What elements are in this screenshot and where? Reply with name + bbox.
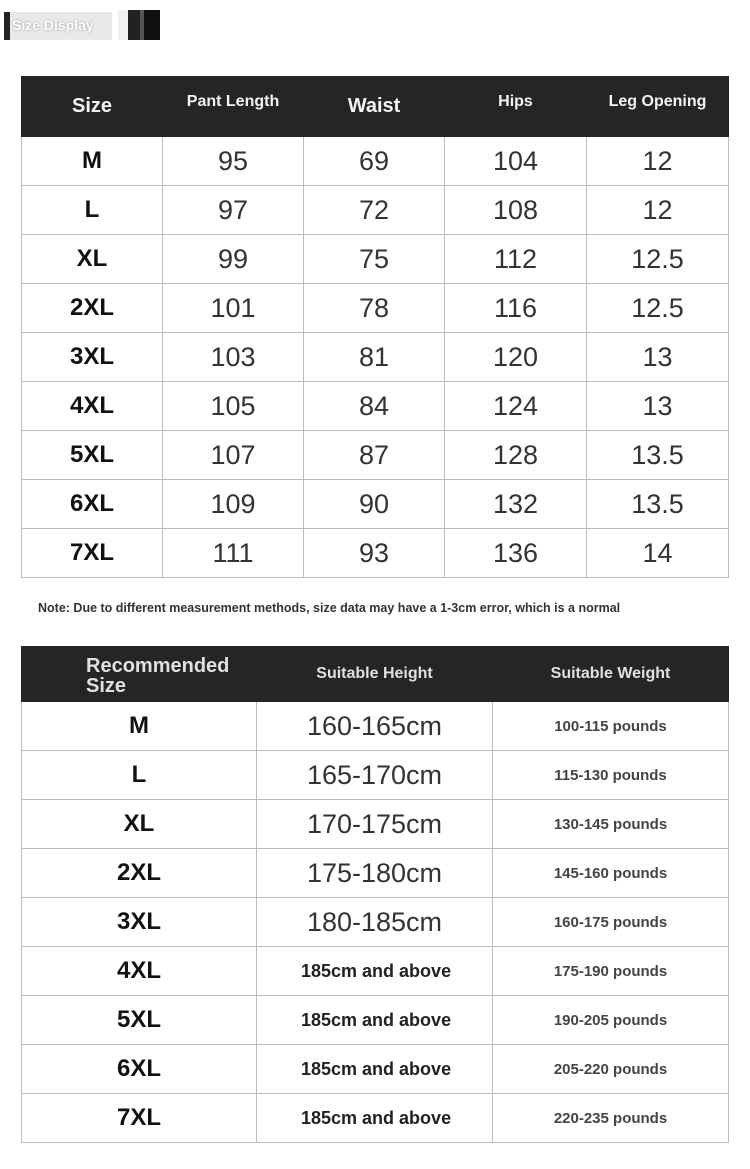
cell-pant-length: 111 <box>163 529 304 578</box>
header-pant-length: Pant Length <box>163 77 304 137</box>
cell-waist: 87 <box>304 431 445 480</box>
table-row <box>22 235 729 284</box>
cell-recommended-size: L <box>22 751 257 800</box>
cell-pant-length: 109 <box>163 480 304 529</box>
cell-leg-opening: 13 <box>587 382 729 431</box>
cell-waist: 75 <box>304 235 445 284</box>
cell-waist: 69 <box>304 137 445 186</box>
table-row <box>22 996 729 1045</box>
cell-leg-opening: 12.5 <box>587 284 729 333</box>
header-suitable-height: Suitable Height <box>257 647 493 702</box>
cell-waist: 90 <box>304 480 445 529</box>
cell-suitable-height: 185cm and above <box>257 1045 493 1094</box>
cell-waist: 78 <box>304 284 445 333</box>
cell-suitable-height: 165-170cm <box>257 751 493 800</box>
cell-size: XL <box>22 235 163 284</box>
cell-suitable-weight: 145-160 pounds <box>493 849 729 898</box>
cell-suitable-height: 160-165cm <box>257 702 493 751</box>
table-row <box>22 431 729 480</box>
table-row <box>22 1045 729 1094</box>
cell-recommended-size: 2XL <box>22 849 257 898</box>
cell-size: 3XL <box>22 333 163 382</box>
table-row <box>22 751 729 800</box>
table-row <box>22 333 729 382</box>
cell-hips: 116 <box>445 284 587 333</box>
cell-leg-opening: 12 <box>587 186 729 235</box>
header-suitable-weight: Suitable Weight <box>493 647 729 702</box>
cell-suitable-weight: 205-220 pounds <box>493 1045 729 1094</box>
size-chart-table <box>21 76 729 578</box>
cell-leg-opening: 13 <box>587 333 729 382</box>
cell-hips: 136 <box>445 529 587 578</box>
cell-pant-length: 103 <box>163 333 304 382</box>
size-display-label: Size Display <box>4 12 112 40</box>
recommended-size-table <box>21 646 729 1143</box>
cell-recommended-size: 6XL <box>22 1045 257 1094</box>
cell-hips: 112 <box>445 235 587 284</box>
cell-suitable-weight: 220-235 pounds <box>493 1094 729 1143</box>
cell-suitable-weight: 115-130 pounds <box>493 751 729 800</box>
cell-suitable-height: 185cm and above <box>257 947 493 996</box>
cell-suitable-height: 185cm and above <box>257 1094 493 1143</box>
cell-recommended-size: M <box>22 702 257 751</box>
measurement-note: Note: Due to different measurement methods, size data may have a 1-3cm error, which is a normal <box>38 601 621 615</box>
cell-pant-length: 105 <box>163 382 304 431</box>
cell-recommended-size: 3XL <box>22 898 257 947</box>
cell-pant-length: 99 <box>163 235 304 284</box>
table-row <box>22 1094 729 1143</box>
cell-size: M <box>22 137 163 186</box>
cell-suitable-height: 185cm and above <box>257 996 493 1045</box>
cell-hips: 132 <box>445 480 587 529</box>
table-row <box>22 284 729 333</box>
cell-suitable-weight: 190-205 pounds <box>493 996 729 1045</box>
table-row <box>22 898 729 947</box>
cell-leg-opening: 13.5 <box>587 480 729 529</box>
header-hips: Hips <box>445 77 587 137</box>
header-size: Size <box>22 77 163 137</box>
table-row <box>22 947 729 996</box>
cell-suitable-weight: 100-115 pounds <box>493 702 729 751</box>
cell-leg-opening: 12.5 <box>587 235 729 284</box>
table-row <box>22 529 729 578</box>
cell-suitable-height: 175-180cm <box>257 849 493 898</box>
cell-leg-opening: 12 <box>587 137 729 186</box>
cell-leg-opening: 13.5 <box>587 431 729 480</box>
cell-leg-opening: 14 <box>587 529 729 578</box>
cell-size: L <box>22 186 163 235</box>
cell-waist: 84 <box>304 382 445 431</box>
cell-suitable-weight: 130-145 pounds <box>493 800 729 849</box>
cell-suitable-weight: 160-175 pounds <box>493 898 729 947</box>
product-swatch-image <box>118 10 160 40</box>
table-row <box>22 800 729 849</box>
table-row <box>22 849 729 898</box>
table-row <box>22 702 729 751</box>
table-row <box>22 480 729 529</box>
cell-recommended-size: 7XL <box>22 1094 257 1143</box>
table-row <box>22 186 729 235</box>
cell-size: 4XL <box>22 382 163 431</box>
header-leg-opening: Leg Opening <box>587 77 729 137</box>
recommend-header-row <box>22 647 729 702</box>
cell-pant-length: 101 <box>163 284 304 333</box>
cell-waist: 81 <box>304 333 445 382</box>
cell-waist: 93 <box>304 529 445 578</box>
cell-size: 6XL <box>22 480 163 529</box>
cell-suitable-height: 180-185cm <box>257 898 493 947</box>
cell-pant-length: 95 <box>163 137 304 186</box>
header-recommended-size: Recommended Size <box>22 647 257 702</box>
cell-size: 2XL <box>22 284 163 333</box>
cell-hips: 120 <box>445 333 587 382</box>
cell-recommended-size: 4XL <box>22 947 257 996</box>
cell-recommended-size: 5XL <box>22 996 257 1045</box>
cell-size: 7XL <box>22 529 163 578</box>
size-chart-header-row <box>22 77 729 137</box>
cell-suitable-height: 170-175cm <box>257 800 493 849</box>
cell-hips: 104 <box>445 137 587 186</box>
cell-pant-length: 97 <box>163 186 304 235</box>
table-row <box>22 382 729 431</box>
table-row <box>22 137 729 186</box>
header-waist: Waist <box>304 77 445 137</box>
cell-recommended-size: XL <box>22 800 257 849</box>
cell-suitable-weight: 175-190 pounds <box>493 947 729 996</box>
cell-size: 5XL <box>22 431 163 480</box>
cell-pant-length: 107 <box>163 431 304 480</box>
cell-hips: 108 <box>445 186 587 235</box>
cell-hips: 124 <box>445 382 587 431</box>
cell-waist: 72 <box>304 186 445 235</box>
cell-hips: 128 <box>445 431 587 480</box>
